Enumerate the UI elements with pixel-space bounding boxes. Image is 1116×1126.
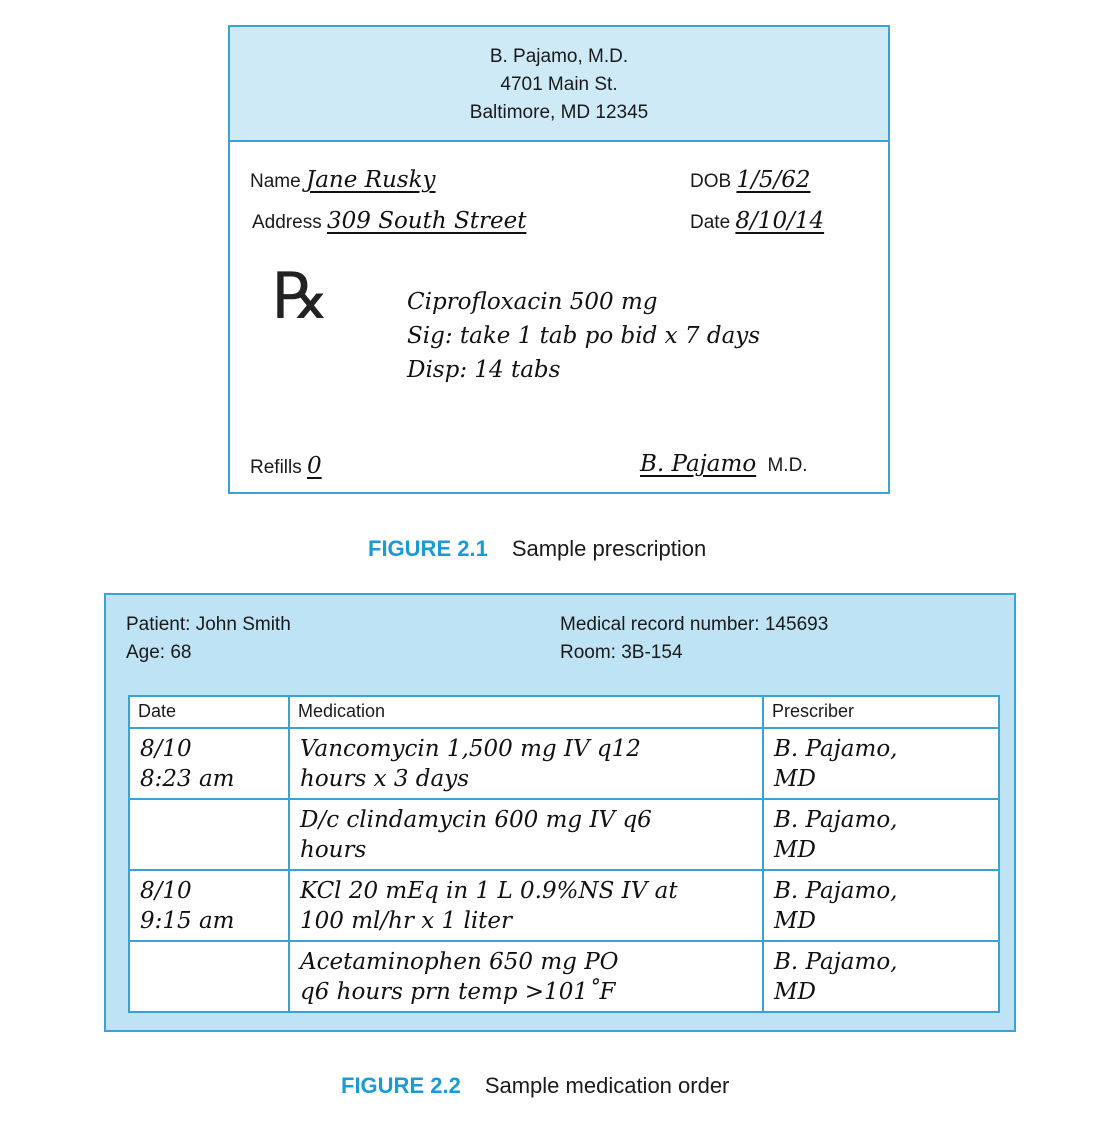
order-prescriber-cell [763,941,999,1012]
signature-field [640,451,808,477]
prescriber-name: B. Pajamo, [774,878,898,904]
prescriber-title: MD [774,979,816,1005]
refills-label: Refills [250,457,302,478]
order-medication-cell [289,941,763,1012]
medication-line: KCl 20 mEq in 1 L 0.9%NS IV at [300,878,678,904]
table-row [129,941,999,1012]
date-label: Date [690,212,731,233]
date-value: 8/10/14 [735,208,825,234]
prescriber-signature: B. Pajamo [640,451,757,477]
figure-2-1-caption [368,536,706,562]
medication-line: hours x 3 days [300,766,470,792]
column-header-prescriber: Prescriber [763,696,999,728]
order-date-cell [129,799,289,870]
room-number: Room: 3B-154 [560,642,683,663]
prescription-card [228,25,890,494]
rx-symbol-icon: ℞ [272,260,330,334]
signature-suffix: M.D. [767,455,808,476]
record-info [560,611,828,667]
medication-order-table [128,695,1000,1013]
dob-value: 1/5/62 [736,167,811,193]
medication-line: Acetaminophen 650 mg PO [300,949,619,975]
order-time: 9:15 am [140,908,235,934]
medication-order-card [104,593,1016,1032]
rx-disp-line: Disp: 14 tabs [407,357,561,383]
order-medication-cell [289,728,763,799]
order-time: 8:23 am [140,766,235,792]
figure-number: FIGURE 2.2 [341,1073,461,1098]
patient-address: 309 South Street [326,208,527,234]
order-date-cell [129,870,289,941]
order-prescriber-cell [763,870,999,941]
medication-line: hours [300,837,367,863]
address-label: Address [252,212,322,233]
rx-instructions [407,285,760,387]
prescriber-name: B. Pajamo, [774,949,898,975]
name-label: Name [250,171,301,192]
figure-caption-text: Sample medication order [484,1073,730,1098]
medication-line: Vancomycin 1,500 mg IV q12 [300,736,641,762]
order-prescriber-cell [763,799,999,870]
prescriber-name: B. Pajamo, [774,807,898,833]
prescriber-name: B. Pajamo, [774,736,898,762]
order-date: 8/10 [140,736,192,762]
doctor-address-line2: Baltimore, MD 12345 [469,102,649,123]
medical-record-number: Medical record number: 145693 [560,614,829,635]
patient-age: Age: 68 [126,642,192,663]
patient-info [126,611,291,667]
order-medication-cell [289,799,763,870]
order-date-cell [129,941,289,1012]
dob-label: DOB [690,171,732,192]
prescriber-title: MD [774,908,816,934]
column-header-medication: Medication [289,696,763,728]
order-prescriber-cell [763,728,999,799]
order-medication-cell [289,870,763,941]
rx-drug-line: Ciprofloxacin 500 mg [407,289,658,315]
table-row [129,728,999,799]
table-header-row [129,696,999,728]
table-row [129,870,999,941]
prescriber-title: MD [774,837,816,863]
medication-line: 100 ml/hr x 1 liter [300,908,513,934]
doctor-name: B. Pajamo, M.D. [489,46,629,67]
medication-line: D/c clindamycin 600 mg IV q6 [300,807,652,833]
order-date: 8/10 [140,878,192,904]
table-row [129,799,999,870]
patient-name-field [250,167,436,193]
doctor-address-line1: 4701 Main St. [500,74,618,95]
patient-name: Jane Rusky [305,167,436,193]
figure-2-2-caption [341,1073,729,1099]
order-date-cell [129,728,289,799]
date-field [690,208,824,234]
dob-field [690,167,811,193]
medication-line: q6 hours prn temp >101˚F [300,979,616,1005]
figure-caption-text: Sample prescription [511,536,707,561]
column-header-date: Date [129,696,289,728]
figure-number: FIGURE 2.1 [368,536,488,561]
prescriber-title: MD [774,766,816,792]
refills-value: 0 [307,453,322,479]
rx-sig-line: Sig: take 1 tab po bid x 7 days [407,323,761,349]
prescriber-header [230,27,888,142]
refills-field [250,453,322,479]
patient-name: Patient: John Smith [126,614,291,635]
patient-address-field [252,208,526,234]
